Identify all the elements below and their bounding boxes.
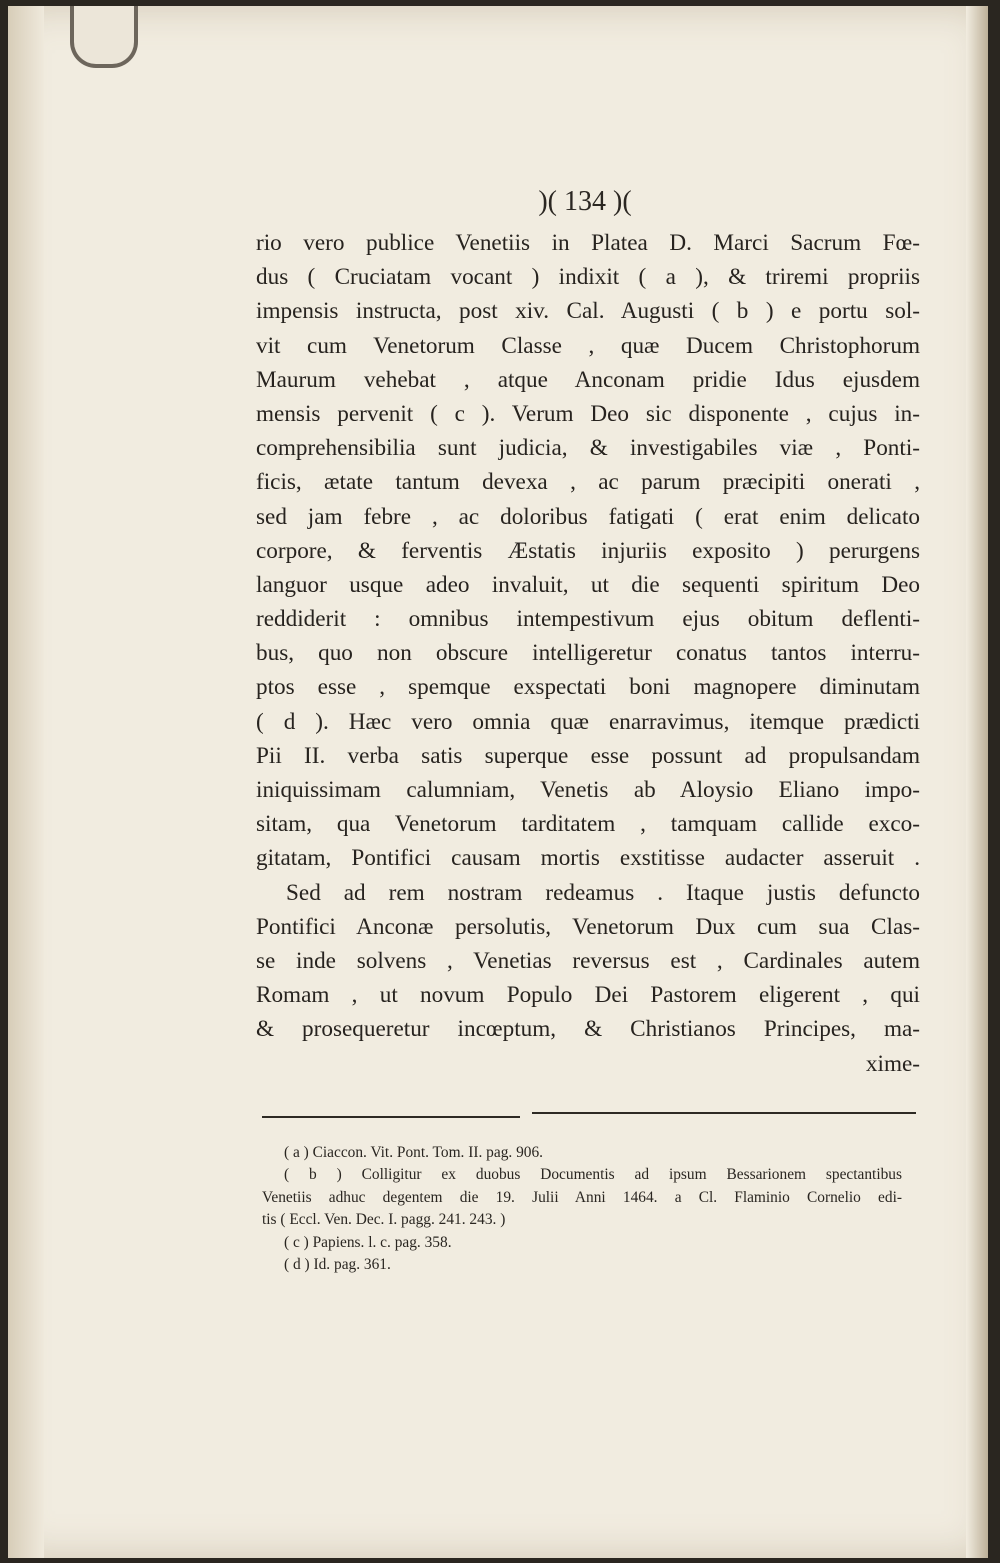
footnote: ( a ) Ciaccon. Vit. Pont. Tom. II. pag. 906. <box>284 1144 544 1161</box>
text-line: ( d ). Hæc vero omnia quæ enarravimus, itemque prædicti <box>256 708 920 735</box>
text-line: Maurum vehebat , atque Anconam pridie Idus ejusdem <box>256 366 920 393</box>
catchword: xime- <box>865 1050 920 1077</box>
text-line: ficis, ætate tantum devexa , ac parum præcipiti onerati , <box>256 469 920 496</box>
footnote-rule <box>532 1112 916 1114</box>
text-line: mensis pervenit ( c ). Verum Deo sic disponente , cujus in- <box>256 400 920 427</box>
footnotes <box>262 1142 902 1276</box>
text-line: iniquissimam calumniam, Venetis ab Aloysio Eliano impo- <box>256 777 920 803</box>
text-line: dus ( Cruciatam vocant ) indixit ( a ), & triremi propriis <box>256 264 920 291</box>
footnote: ( b ) Colligitur ex duobus Documentis ad ipsum Bessarionem spectantibus <box>284 1166 902 1184</box>
body-text <box>256 226 920 1081</box>
text-line: corpore, & ferventis Æstatis injuriis exposito ) perurgens <box>256 537 920 564</box>
text-line: Pontifici Anconæ persolutis, Venetorum Dux cum sua Clas- <box>256 913 920 940</box>
text-line: & prosequeretur incœptum, & Christianos Principes, ma- <box>256 1016 920 1043</box>
text-line: comprehensibilia sunt judicia, & investigabiles viæ , Ponti- <box>256 435 920 462</box>
page-edge <box>966 6 988 1558</box>
text-line: ptos esse , spemque exspectati boni magnopere diminutam <box>256 674 920 701</box>
text-line: sitam, qua Venetorum tarditatem , tamquam callide exco- <box>256 811 920 838</box>
footnote: ( c ) Papiens. l. c. pag. 358. <box>284 1233 452 1251</box>
text-line: se inde solvens , Venetias reversus est , Cardinales autem <box>256 947 920 974</box>
footnote: ( d ) Id. pag. 361. <box>284 1256 391 1274</box>
text-line: Romam , ut novum Populo Dei Pastorem eligerent , qui <box>256 982 920 1009</box>
text-line: impensis instructa, post xiv. Cal. Augusti ( b ) e portu sol- <box>256 298 920 325</box>
text-line: rio vero publice Venetiis in Platea D. Marci Sacrum Fœ- <box>256 230 920 256</box>
text-line: gitatam, Pontifici causam mortis exstitisse audacter asseruit . <box>256 845 920 872</box>
text-line: Sed ad rem nostram redeamus . Itaque justis defuncto <box>286 879 920 906</box>
text-line: vit cum Venetorum Classe , quæ Ducem Christophorum <box>256 332 920 359</box>
text-line: bus, quo non obscure intelligeretur conatus tantos interru- <box>256 640 920 667</box>
text-line: sed jam febre , ac doloribus fatigati ( erat enim delicato <box>256 503 920 530</box>
footnote: tis ( Eccl. Ven. Dec. I. pagg. 241. 243. ) <box>262 1211 506 1229</box>
footnote-rule <box>262 1116 520 1118</box>
page-gutter <box>8 6 44 1558</box>
text-line: reddiderit : omnibus intempestivum ejus obitum deflenti- <box>256 606 920 633</box>
text-line: Pii II. verba satis superque esse possunt ad propulsandam <box>256 742 920 769</box>
page-number-header: )( 134 )( <box>538 186 632 217</box>
binder-clip <box>70 6 138 68</box>
text-line: languor usque adeo invaluit, ut die sequenti spiritum Deo <box>256 571 920 598</box>
footnote: Venetiis adhuc degentem die 19. Julii Anni 1464. a Cl. Flaminio Cornelio edi- <box>262 1188 902 1206</box>
